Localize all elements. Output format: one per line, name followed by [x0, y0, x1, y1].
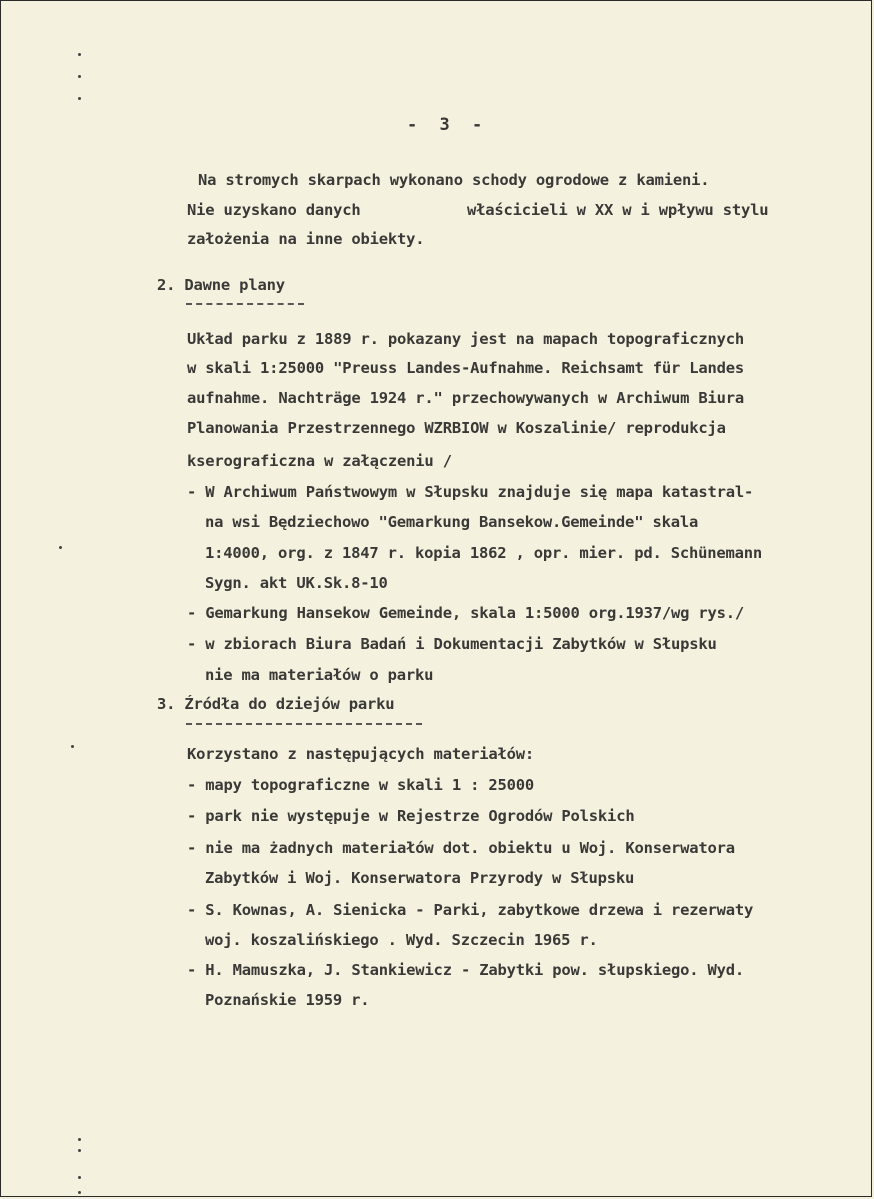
section-heading: 2. Dawne plany	[157, 276, 285, 294]
margin-mark	[78, 1149, 81, 1152]
page-number: - 3 -	[407, 115, 489, 135]
margin-mark	[78, 1176, 81, 1179]
text-line: nie ma materiałów o parku	[205, 666, 434, 684]
margin-mark	[78, 1138, 81, 1141]
text-line: Poznańskie 1959 r.	[205, 991, 370, 1009]
text-line: - mapy topograficzne w skali 1 : 25000	[187, 776, 535, 794]
text-line: na wsi Będziechowo "Gemarkung Bansekow.Gemeinde" skala	[205, 513, 699, 531]
margin-mark	[78, 1191, 81, 1194]
margin-mark	[78, 97, 81, 100]
heading-underline	[186, 723, 422, 725]
text-line: - S. Kownas, A. Sienicka - Parki, zabytkowe drzewa i rezerwaty	[187, 901, 754, 919]
text-line: założenia na inne obiekty.	[187, 230, 425, 248]
text-line: aufnahme. Nachträge 1924 r." przechowywanych w Archiwum Biura	[187, 389, 745, 407]
margin-mark	[71, 745, 74, 748]
text-line: - W Archiwum Państwowym w Słupsku znajduje się mapa katastral-	[187, 483, 754, 501]
text-line: Układ parku z 1889 r. pokazany jest na mapach topograficznych	[187, 330, 745, 348]
text-line: kserograficzna w załączeniu /	[187, 452, 452, 470]
text-line: Planowania Przestrzennego WZRBIOW w Koszalinie/ reprodukcja	[187, 419, 726, 437]
text-line: - H. Mamuszka, J. Stankiewicz - Zabytki pow. słupskiego. Wyd.	[187, 961, 745, 979]
text-line: - nie ma żadnych materiałów dot. obiektu u Woj. Konserwatora	[187, 839, 735, 857]
margin-mark	[59, 546, 62, 549]
margin-mark	[78, 75, 81, 78]
text-line: Zabytków i Woj. Konserwatora Przyrody w Słupsku	[205, 869, 635, 887]
text-line: 1:4000, org. z 1847 r. kopia 1862 , opr. mier. pd. Schünemann	[205, 544, 763, 562]
text-line: - Gemarkung Hansekow Gemeinde, skala 1:5000 org.1937/wg rys./	[187, 604, 745, 622]
text-line: właścicieli w XX w i wpływu stylu	[467, 201, 769, 219]
text-line: Korzystano z następujących materiałów:	[187, 745, 535, 763]
text-line: w skali 1:25000 "Preuss Landes-Aufnahme. Reichsamt für Landes	[187, 359, 745, 377]
text-line: - park nie występuje w Rejestrze Ogrodów Polskich	[187, 807, 635, 825]
text-line: Sygn. akt UK.Sk.8-10	[205, 574, 388, 592]
text-line: Na stromych skarpach wykonano schody ogrodowe z kamieni.	[198, 171, 710, 189]
text-line: - w zbiorach Biura Badań i Dokumentacji Zabytków w Słupsku	[187, 635, 717, 653]
text-line: woj. koszalińskiego . Wyd. Szczecin 1965 r.	[205, 931, 598, 949]
heading-underline	[186, 303, 304, 305]
margin-mark	[78, 53, 81, 56]
text-line: Nie uzyskano danych	[187, 201, 361, 219]
section-heading: 3. Źródła do dziejów parku	[157, 695, 395, 713]
